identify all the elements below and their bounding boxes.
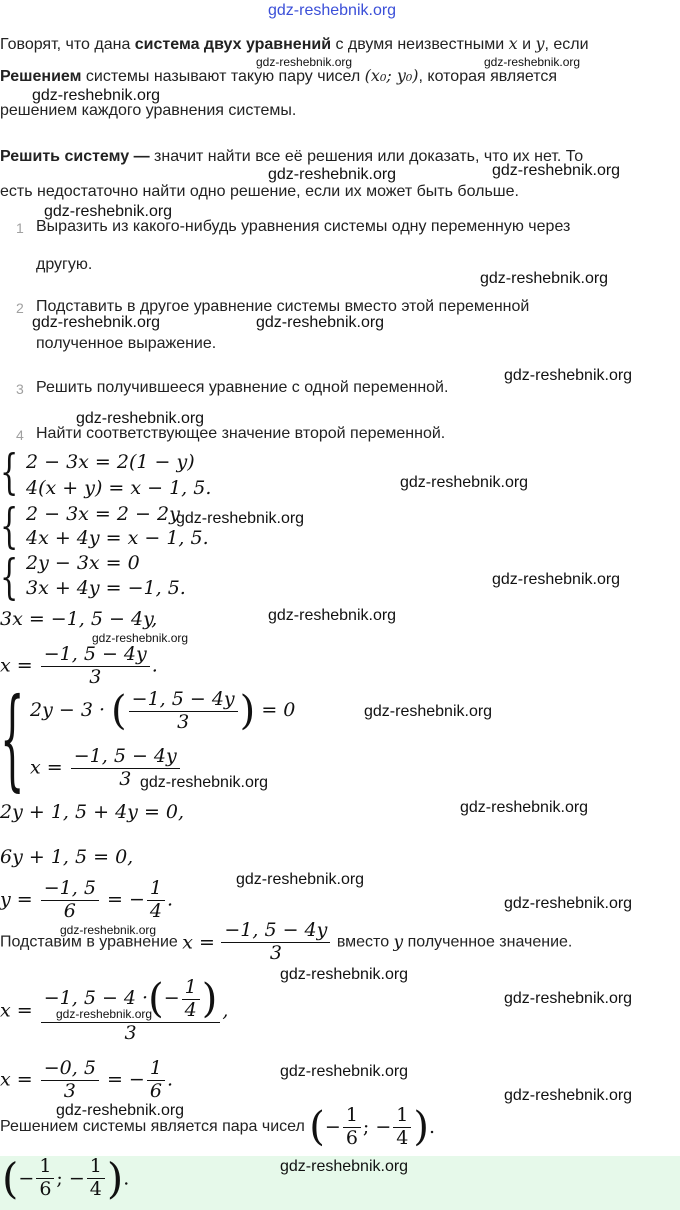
fraction [182,977,200,1022]
watermark: gdz-reshebnik.org [460,799,589,816]
fraction [147,878,165,923]
watermark: gdz-reshebnik.org [492,162,621,179]
denominator: 4 [147,900,165,923]
watermark: gdz-reshebnik.org [400,474,529,491]
term-solve: Решить систему — [0,148,150,165]
numerator: −1, 5 − 4y [73,745,177,767]
var-y: y [535,34,545,53]
lhs: x = [30,756,63,779]
fraction [41,878,99,923]
watermark: gdz-reshebnik.org [268,2,397,19]
conclusion-text: Решением системы является пара чисел [0,1118,310,1135]
paren-left: ( [2,1154,19,1203]
paren-right: ) [239,688,256,734]
punct: . [166,1068,173,1091]
pair-x0-y0: (x₀; y₀) [364,66,419,85]
lhs: x = [0,999,33,1022]
numerator: 1 [345,1103,358,1126]
sign: − [324,1116,341,1138]
watermark: gdz-reshebnik.org [280,966,409,983]
fraction [41,644,150,689]
watermark: gdz-reshebnik.org [236,871,365,888]
numerator: −1, 5 [43,877,96,899]
intro-text: и [517,36,536,53]
lhs: 2y − 3 · [30,699,105,721]
var-y: y [393,932,404,953]
var-x: x [508,34,518,53]
system-brace: { [0,444,19,500]
watermark: gdz-reshebnik.org [504,1087,633,1104]
watermark: gdz-reshebnik.org [492,571,621,588]
step-text: Решить получившееся уравнение с одной переменной. [36,379,449,396]
denominator: 6 [41,900,99,923]
punct: . [166,888,174,911]
intro-line-1 [0,34,589,55]
watermark: gdz-reshebnik.org [176,510,305,527]
watermark: gdz-reshebnik.org [504,990,633,1007]
solve-text: значит найти все её решения или доказать, что их нет. То [149,148,584,165]
text: Подставим в уравнение [0,933,183,951]
numerator: 1 [89,1155,102,1178]
watermark: gdz-reshebnik.org [484,55,581,69]
numerator: −0, 5 [43,1057,96,1079]
equation-x-result [0,1058,173,1103]
intro-text: , которая является [418,68,558,85]
watermark: gdz-reshebnik.org [76,410,205,427]
step-text: полученное выражение. [36,335,217,352]
denominator: 3 [41,1022,221,1045]
fraction [147,1058,165,1103]
paren-left: ( [111,688,127,734]
denominator: 4 [393,1127,411,1150]
denominator: 6 [343,1127,361,1150]
punct: . [123,1167,130,1190]
step-number: 1 [16,220,24,236]
watermark: gdz-reshebnik.org [280,1063,409,1080]
step-item [16,218,24,239]
step-text: Найти соответствующее значение второй переменной. [36,425,446,442]
fraction [41,1058,99,1103]
watermark: gdz-reshebnik.org [56,1007,153,1021]
solve-line-2: есть недостаточно найти одно решение, если их может быть больше. [0,183,519,200]
punct: . [151,654,158,677]
paren-right: ) [201,976,218,1022]
step-item [16,298,24,319]
equation-linear-2: 6y + 1, 5 = 0, [0,846,134,868]
numerator: −1, 5 − 4y [131,687,235,710]
equation: 4(x + y) = x − 1, 5. [26,477,212,499]
equation-y-result [0,878,173,923]
denominator: 3 [221,942,330,965]
rhs: = 0 [261,699,296,721]
paren-right: ) [106,1154,124,1203]
sign: − [18,1167,35,1190]
denominator: 6 [147,1080,165,1103]
denominator: 3 [129,711,238,734]
fraction [36,1156,54,1201]
step-item [16,425,24,446]
paren-left: ( [148,976,164,1022]
numerator: −1, 5 − 4y [224,919,328,941]
numerator: 1 [184,975,197,998]
punct: . [429,1116,436,1138]
paren-right: ) [413,1104,429,1150]
watermark: gdz-reshebnik.org [44,203,173,220]
intro-line-2 [0,66,557,87]
watermark: gdz-reshebnik.org [92,631,189,645]
equation-linear-1: 2y + 1, 5 + 4y = 0, [0,801,185,823]
numerator-text: −1, 5 − 4 · [43,987,149,1010]
intro-text: Говорят, что дана [0,36,135,53]
fraction [87,1156,105,1201]
fraction [129,689,238,734]
sign: − [163,987,180,1010]
fraction [221,920,330,965]
watermark: gdz-reshebnik.org [268,607,397,624]
watermark: gdz-reshebnik.org [504,367,633,384]
fraction [393,1105,411,1150]
equation: 3x + 4y = −1, 5. [26,577,186,599]
step-text: Подставить в другое уравнение системы вместо этой переменной [36,298,530,315]
denominator: 3 [71,768,180,791]
fraction [343,1105,361,1150]
lhs: x = [0,654,33,677]
paren-left: ( [309,1104,325,1150]
intro-text: , если [544,36,589,53]
step-item [16,379,24,400]
watermark: gdz-reshebnik.org [60,923,157,937]
step-text: другую. [36,256,93,273]
system-brace: { [0,498,19,554]
equation-substituted [30,688,295,734]
lhs: x = [182,931,215,954]
watermark: gdz-reshebnik.org [256,314,385,331]
numerator: 1 [149,877,162,899]
intro-text: системы называют такую пару чисел [81,68,365,85]
watermark: gdz-reshebnik.org [56,1102,185,1119]
watermark: gdz-reshebnik.org [504,895,633,912]
watermark: gdz-reshebnik.org [280,1158,409,1175]
numerator: −1, 5 − 4y [43,643,147,665]
denominator: 6 [36,1178,54,1201]
watermark: gdz-reshebnik.org [480,270,609,287]
equals-minus: = − [106,1068,145,1091]
numerator: 1 [39,1155,52,1178]
term-solution: Решением [0,68,82,85]
watermark: gdz-reshebnik.org [32,314,161,331]
text: полученное значение. [403,933,573,951]
equation: 2 − 3x = 2 − 2y [26,503,180,525]
text: вместо [336,933,394,951]
watermark: gdz-reshebnik.org [256,55,353,69]
equation-3x: 3x = −1, 5 − 4y, [0,608,158,630]
denominator: 3 [41,666,150,689]
separator: ; − [362,1116,392,1138]
denominator: 3 [41,1080,99,1103]
punct: , [222,999,229,1022]
watermark: gdz-reshebnik.org [364,703,493,720]
intro-line-3: решением каждого уравнения системы. [0,102,297,119]
equation: 4x + 4y = x − 1, 5. [26,527,209,549]
system-brace: { [0,674,25,802]
equals-minus: = − [106,888,145,911]
watermark: gdz-reshebnik.org [268,166,397,183]
answer-pair [2,1154,129,1203]
conclusion-pair [309,1103,436,1150]
denominator: 4 [87,1178,105,1201]
watermark: gdz-reshebnik.org [32,87,161,104]
numerator: 1 [396,1103,409,1126]
system-brace: { [0,549,19,605]
separator: ; − [56,1167,85,1190]
lhs: x = [0,1068,33,1091]
equation: 2y − 3x = 0 [26,552,140,574]
step-number: 4 [16,427,24,443]
step-text: Выразить из какого-нибудь уравнения системы одну переменную через [36,218,571,235]
lhs: y = [0,888,33,911]
term-system: система двух уравнений [134,36,332,53]
intro-text: с двумя неизвестными [331,36,509,53]
denominator: 4 [182,999,200,1022]
numerator: 1 [149,1057,162,1079]
step-number: 2 [16,300,24,316]
step-number: 3 [16,381,24,397]
equation: 2 − 3x = 2(1 − y) [26,451,195,473]
watermark: gdz-reshebnik.org [140,774,269,791]
